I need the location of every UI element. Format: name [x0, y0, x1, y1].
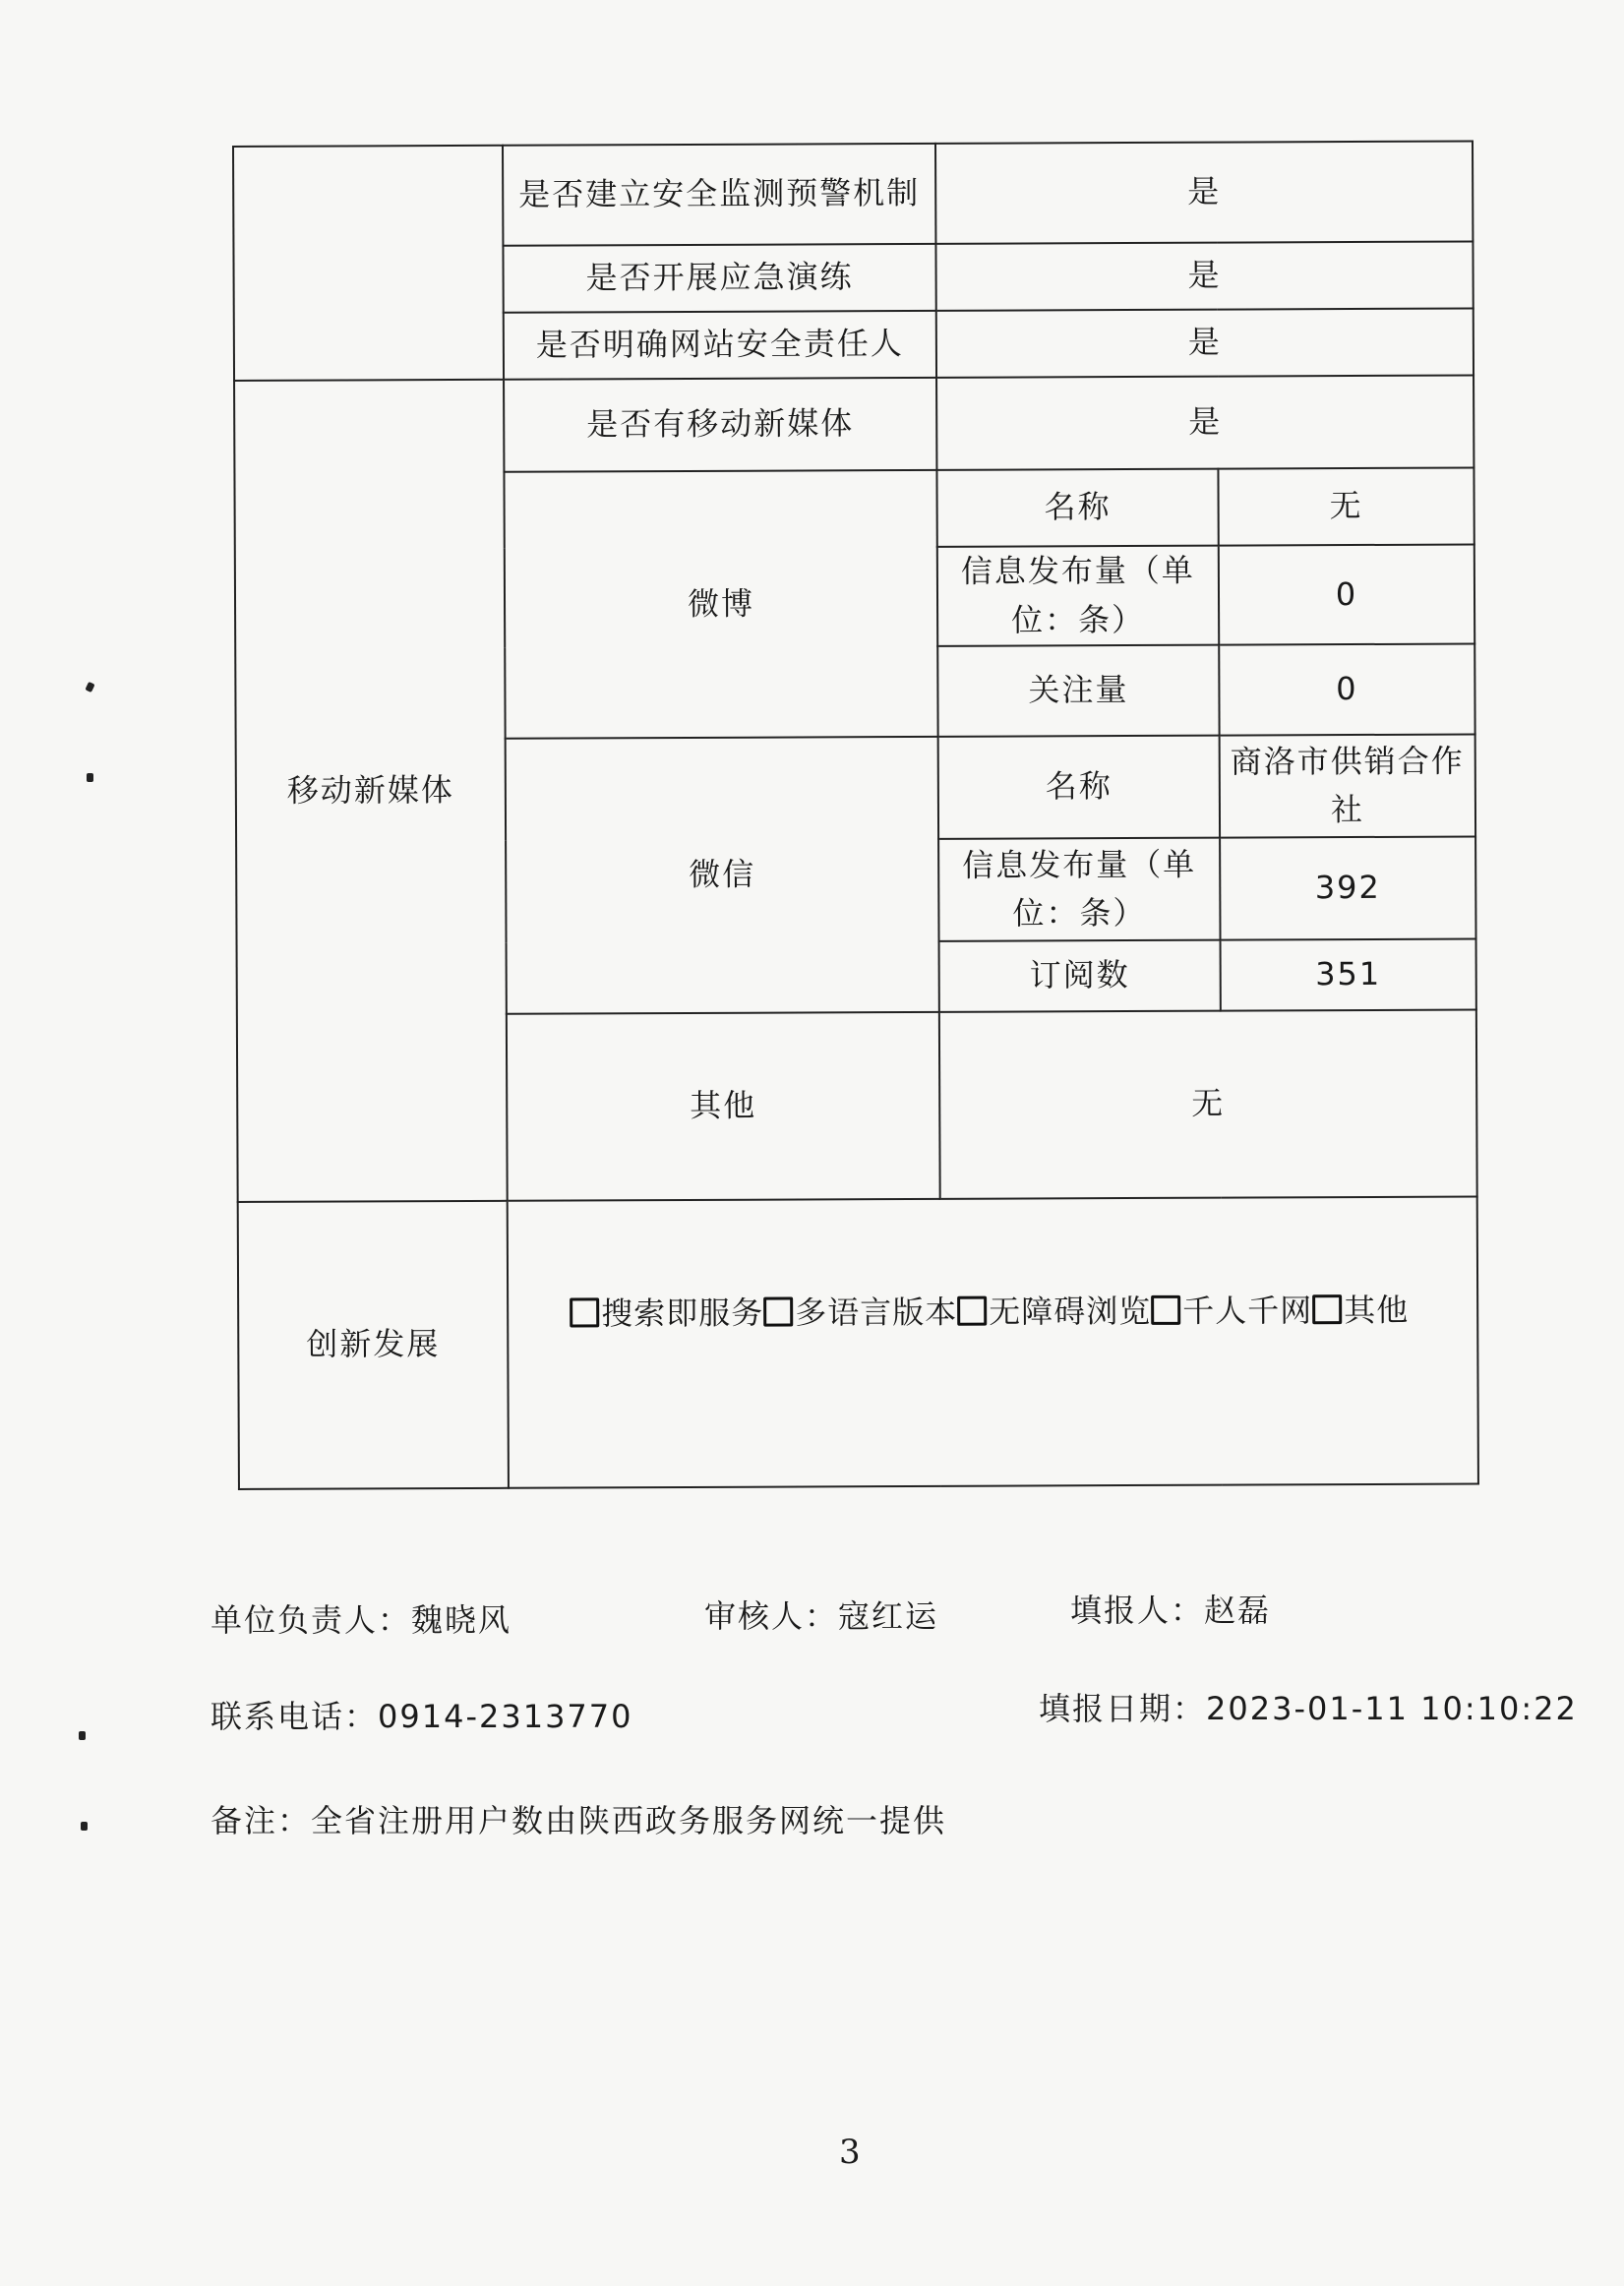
drill-label: 是否开展应急演练	[503, 244, 935, 313]
responsible-value: 是	[936, 308, 1474, 377]
page-number: 3	[839, 2133, 861, 2172]
weibo-name-label: 名称	[936, 469, 1218, 547]
unit-head: 单位负责人：魏晓风	[211, 1601, 512, 1639]
filler: 填报人：赵磊	[1070, 1592, 1272, 1629]
binding-mark	[87, 773, 93, 782]
responsible-label: 是否明确网站安全责任人	[504, 311, 936, 380]
has-mobile-media-label: 是否有移动新媒体	[504, 378, 936, 472]
binding-mark	[81, 1822, 88, 1831]
binding-mark	[79, 1731, 86, 1740]
wechat-subscribers-label: 订阅数	[939, 940, 1221, 1012]
innovation-options	[508, 1197, 1478, 1488]
option-other: 其他	[1344, 1291, 1410, 1330]
weibo-posts-label: 信息发布量（单位：条）	[937, 546, 1219, 646]
wechat-posts-label: 信息发布量（单位：条）	[938, 838, 1220, 941]
weibo-name-value: 无	[1218, 467, 1474, 545]
weibo-followers-label: 关注量	[937, 645, 1219, 737]
option-search-service: 搜索即服务	[601, 1293, 764, 1333]
note: 备注：全省注册用户数由陕西政务服务网统一提供	[211, 1802, 947, 1839]
has-mobile-media-value: 是	[936, 375, 1474, 469]
other-media-value: 无	[939, 1010, 1477, 1199]
monitoring-label: 是否建立安全监测预警机制	[503, 144, 935, 246]
contact-phone: 联系电话：0914-2313770	[211, 1698, 633, 1735]
checkbox-multilingual[interactable]	[763, 1297, 793, 1327]
checkbox-personalized[interactable]	[1151, 1295, 1180, 1325]
binding-mark	[85, 682, 94, 692]
wechat-name-label: 名称	[938, 736, 1220, 839]
wechat-label: 微信	[506, 737, 939, 1014]
option-accessible-browsing: 无障碍浏览	[989, 1293, 1152, 1331]
monitoring-value: 是	[935, 141, 1473, 243]
option-personalized: 千人千网	[1182, 1292, 1313, 1330]
wechat-name-value: 商洛市供销合作社	[1220, 735, 1475, 838]
mobile-media-section-label: 移动新媒体	[234, 380, 508, 1202]
checkbox-other[interactable]	[1312, 1294, 1342, 1324]
weibo-label: 微博	[504, 470, 937, 739]
security-section-cell	[233, 146, 504, 381]
other-media-label: 其他	[507, 1012, 940, 1201]
drill-value: 是	[935, 241, 1473, 310]
checkbox-accessible-browsing[interactable]	[957, 1296, 987, 1326]
option-multilingual: 多语言版本	[795, 1293, 958, 1332]
wechat-posts-value: 392	[1220, 837, 1475, 940]
weibo-followers-value: 0	[1219, 644, 1474, 736]
wechat-subscribers-value: 351	[1221, 939, 1476, 1011]
fill-date: 填报日期：2023-01-11 10:10:22	[1039, 1690, 1578, 1727]
innovation-label: 创新发展	[238, 1201, 509, 1489]
checkbox-search-service[interactable]	[570, 1298, 599, 1328]
reviewer: 审核人：寇红运	[704, 1597, 939, 1635]
report-table	[232, 140, 1479, 1490]
weibo-posts-value: 0	[1219, 544, 1474, 644]
